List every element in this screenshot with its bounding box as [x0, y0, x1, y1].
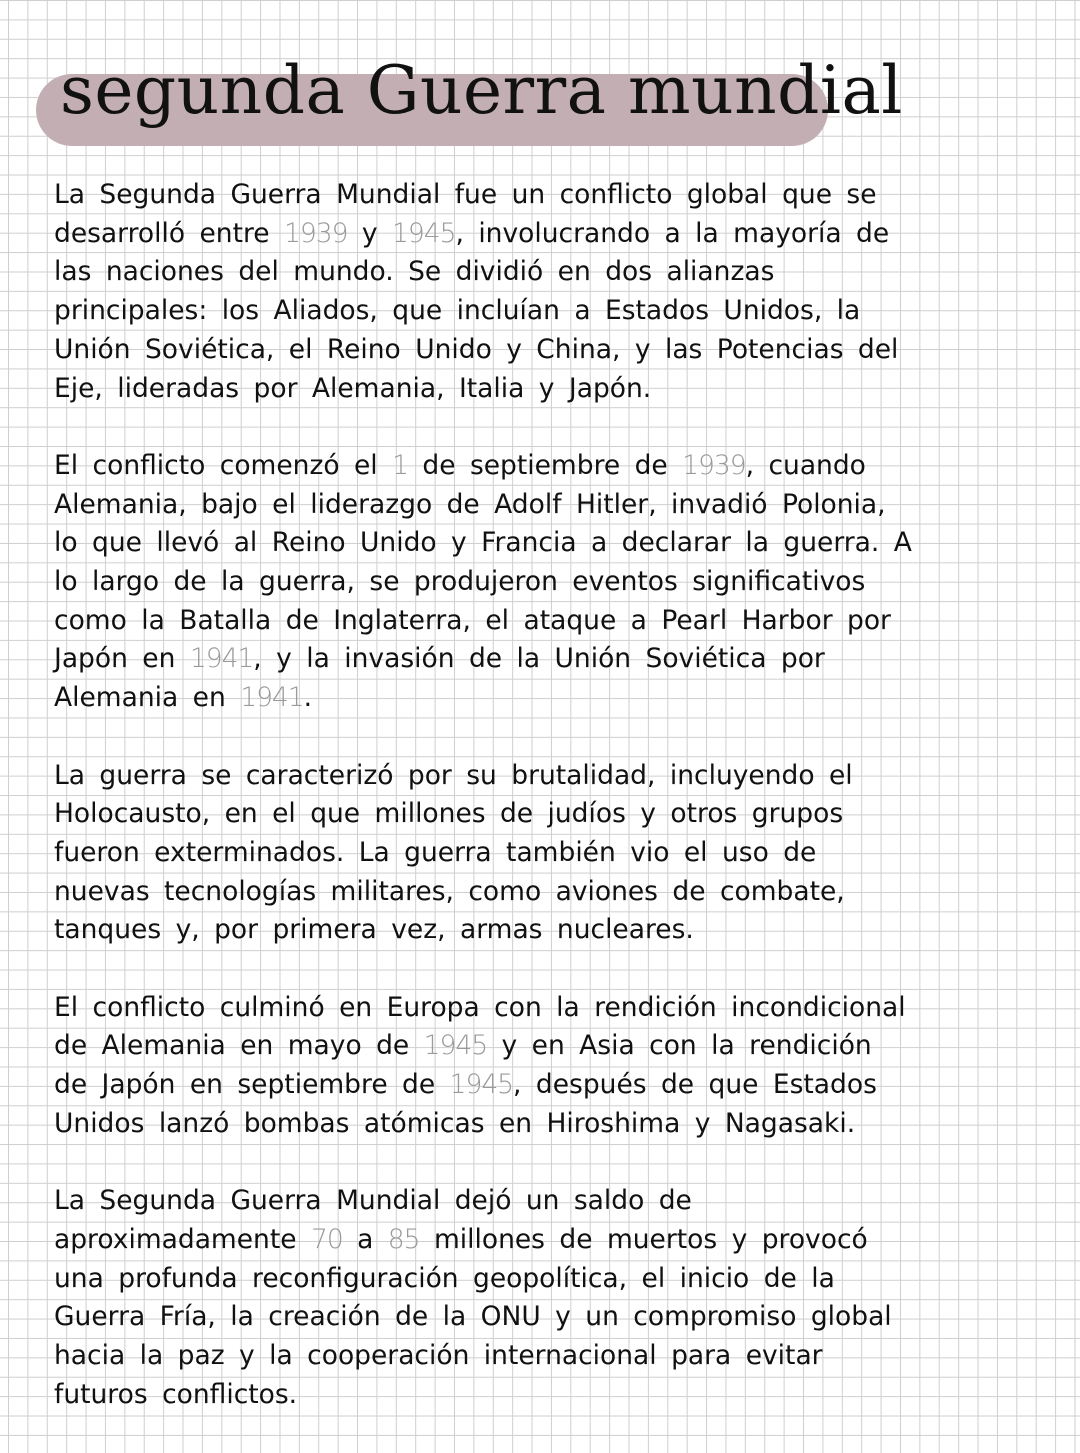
text-segment: Guerra Fría, la creación de la ONU y un compromiso global: [54, 1301, 892, 1333]
number-highlight: 1945: [392, 217, 456, 249]
text-segment: y en Asia con la rendición: [487, 1030, 872, 1062]
text-segment: La Segunda Guerra Mundial dejó un saldo de: [54, 1185, 692, 1217]
number-highlight: 1941: [189, 643, 254, 675]
text-line: [54, 486, 904, 525]
text-segment: , y la invasión de la Unión Soviética por: [253, 643, 825, 675]
text-line: [54, 524, 912, 563]
text-segment: las naciones del mundo. Se dividió en dos alianzas: [54, 256, 775, 288]
text-segment: de Japón en septiembre de: [54, 1069, 450, 1101]
text-line: [54, 1105, 904, 1144]
text-segment: .: [303, 682, 313, 714]
text-segment: , cuando: [745, 449, 866, 481]
document-body: [54, 176, 912, 1453]
text-line: [54, 447, 904, 486]
number-highlight: 1939: [682, 449, 746, 481]
paragraph: [54, 447, 912, 718]
number-highlight: 1: [392, 449, 408, 481]
text-segment: de Alemania en mayo de: [54, 1030, 424, 1062]
text-line: [54, 602, 904, 641]
text-segment: Alemania, bajo el liderazgo de Adolf Hitler, invadió Polonia,: [54, 488, 886, 520]
text-line: [54, 176, 904, 215]
text-segment: desarrolló entre: [54, 217, 285, 249]
text-segment: lo largo de la guerra, se produjeron eventos significativos: [54, 566, 866, 598]
text-segment: Eje, lideradas por Alemania, Italia y Japón.: [54, 372, 652, 404]
text-segment: una profunda reconfiguración geopolítica, el inicio de la: [54, 1262, 835, 1294]
text-line: [54, 215, 904, 254]
text-segment: de septiembre de: [407, 449, 683, 481]
text-segment: hacia la paz y la cooperación internacional para evitar: [54, 1340, 823, 1372]
number-highlight: 1945: [423, 1030, 488, 1062]
text-line: [54, 834, 904, 873]
text-segment: futuros conflictos.: [54, 1378, 298, 1410]
text-line: [54, 1221, 904, 1260]
page-title: segunda Guerra mundial: [60, 52, 903, 129]
text-segment: Japón en: [54, 643, 190, 675]
number-highlight: 1941: [240, 682, 304, 714]
text-segment: , involucrando a la mayoría de: [455, 217, 890, 249]
paragraph: [54, 176, 904, 408]
number-highlight: 85: [387, 1223, 420, 1255]
paragraph: [54, 1182, 904, 1414]
text-segment: tanques y, por primera vez, armas nucleares.: [54, 914, 694, 946]
text-segment: nuevas tecnologías militares, como aviones de combate,: [54, 875, 845, 907]
text-segment: La Segunda Guerra Mundial fue un conflicto global que se: [54, 179, 877, 210]
text-segment: lo que llevó al Reino Unido y Francia a declarar la guerra. A: [54, 527, 912, 559]
text-segment: a: [342, 1223, 388, 1255]
paragraph: [54, 757, 904, 951]
text-line: [54, 1027, 904, 1066]
text-line: [54, 253, 904, 292]
text-line: [54, 1260, 904, 1299]
text-segment: El conflicto culminó en Europa con la rendición incondicional: [54, 991, 906, 1023]
number-highlight: 1945: [449, 1069, 514, 1101]
text-segment: El conflicto comenzó el: [54, 449, 393, 481]
text-line: [54, 873, 904, 912]
number-highlight: 1939: [284, 217, 348, 249]
text-line: [54, 989, 904, 1028]
text-segment: Alemania en: [54, 682, 241, 714]
text-line: [54, 1337, 904, 1376]
text-line: [54, 1066, 904, 1105]
text-segment: , después de que Estados: [513, 1069, 877, 1101]
text-segment: La guerra se caracterizó por su brutalidad, incluyendo el: [54, 759, 853, 791]
text-line: [54, 757, 904, 796]
text-segment: millones de muertos y provocó: [419, 1223, 868, 1255]
text-segment: Holocausto, en el que millones de judíos y otros grupos: [54, 798, 844, 830]
text-segment: Unidos lanzó bombas atómicas en Hiroshima y Nagasaki.: [54, 1107, 856, 1139]
text-line: [54, 1298, 904, 1337]
text-line: [54, 640, 904, 679]
text-line: [54, 679, 904, 718]
text-line: [54, 911, 904, 950]
text-segment: fueron exterminados. La guerra también vio el uso de: [54, 836, 817, 868]
text-segment: como la Batalla de Inglaterra, el ataque a Pearl Harbor por: [54, 604, 891, 636]
text-line: [54, 1182, 904, 1221]
text-line: [54, 292, 904, 331]
number-highlight: 70: [310, 1223, 343, 1255]
text-line: [54, 795, 904, 834]
text-line: [54, 331, 904, 370]
text-line: [54, 1376, 904, 1415]
paragraph: [54, 989, 904, 1144]
title-block: [36, 52, 903, 146]
text-line: [54, 563, 904, 602]
text-segment: y: [347, 217, 393, 249]
text-segment: Unión Soviética, el Reino Unido y China, y las Potencias del: [54, 333, 899, 365]
text-segment: aproximadamente: [54, 1223, 311, 1255]
text-line: [54, 370, 904, 409]
text-segment: principales: los Aliados, que incluían a Estados Unidos, la: [54, 295, 861, 327]
